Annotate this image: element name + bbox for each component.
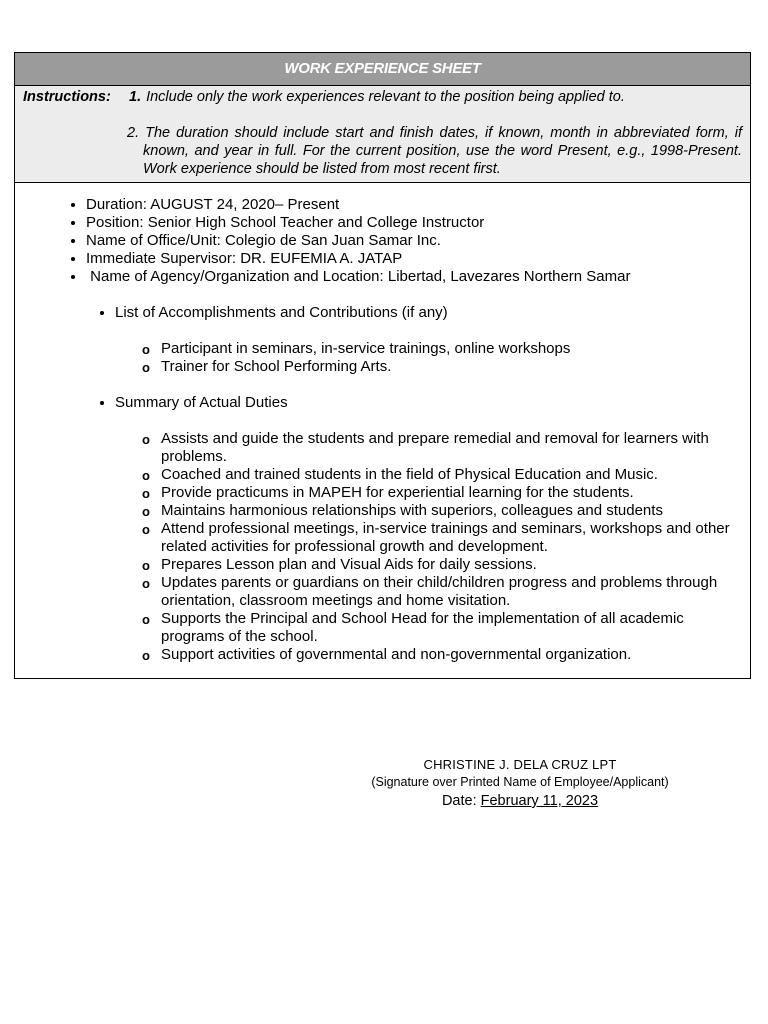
duty-item: o Maintains harmonious relationships with superiors, colleagues and students (161, 502, 750, 520)
duties-heading: • Summary of Actual Duties (115, 394, 750, 412)
sheet-title: WORK EXPERIENCE SHEET (15, 53, 750, 86)
accomplishment-item: o Trainer for School Performing Arts. (161, 358, 750, 376)
experience-details-list (15, 196, 750, 286)
instructions-box (15, 86, 750, 183)
instructions-label: Instructions: (23, 89, 111, 105)
accomplishment-item: o Participant in seminars, in-service trainings, online workshops (161, 340, 750, 358)
experience-body (15, 183, 750, 678)
duty-item: o Supports the Principal and School Head for the implementation of all academic programs of the school. (161, 610, 750, 646)
detail-agency: • Name of Agency/Organization and Location: Libertad, Lavezares Northern Samar (86, 268, 750, 286)
duties-section (15, 394, 750, 412)
signature-date (330, 793, 710, 809)
date-value: February 11, 2023 (480, 793, 599, 809)
instruction-2-text: 2. The duration should include start and finish dates, if known, month in abbreviated form, if known, and year in full. For the current position, use the word Present, e.g., 1998-Present. Work experience should be listed from most recent first. (127, 125, 742, 177)
duty-item: o Coached and trained students in the field of Physical Education and Music. (161, 466, 750, 484)
detail-duration: • Duration: AUGUST 24, 2020– Present (86, 196, 750, 214)
duties-list (15, 430, 750, 664)
work-experience-sheet (14, 52, 751, 679)
detail-supervisor: • Immediate Supervisor: DR. EUFEMIA A. JATAP (86, 250, 750, 268)
accomplishments-section (15, 304, 750, 322)
duty-item: o Assists and guide the students and prepare remedial and removal for learners with problems. (161, 430, 750, 466)
detail-position: • Position: Senior High School Teacher and College Instructor (86, 214, 750, 232)
detail-office: • Name of Office/Unit: Colegio de San Juan Samar Inc. (86, 232, 750, 250)
accomplishments-heading: • List of Accomplishments and Contributions (if any) (115, 304, 750, 322)
duty-item: o Updates parents or guardians on their child/children progress and problems through orientation, classroom meetings and home visitation. (161, 574, 750, 610)
duty-item: o Provide practicums in MAPEH for experiential learning for the students. (161, 484, 750, 502)
duty-item: o Support activities of governmental and non-governmental organization. (161, 646, 750, 664)
instruction-1-text: Include only the work experiences relevant to the position being applied to. (146, 89, 625, 105)
signature-caption: (Signature over Printed Name of Employee/Applicant) (371, 775, 669, 789)
date-label: Date: (441, 793, 481, 809)
instruction-1-number: 1. (129, 89, 142, 105)
accomplishments-list (15, 340, 750, 376)
signature-name: CHRISTINE J. DELA CRUZ LPT (423, 757, 617, 772)
duty-item: o Prepares Lesson plan and Visual Aids for daily sessions. (161, 556, 750, 574)
duty-item: o Attend professional meetings, in-service trainings and seminars, workshops and other related activities for professional growth and development. (161, 520, 750, 556)
